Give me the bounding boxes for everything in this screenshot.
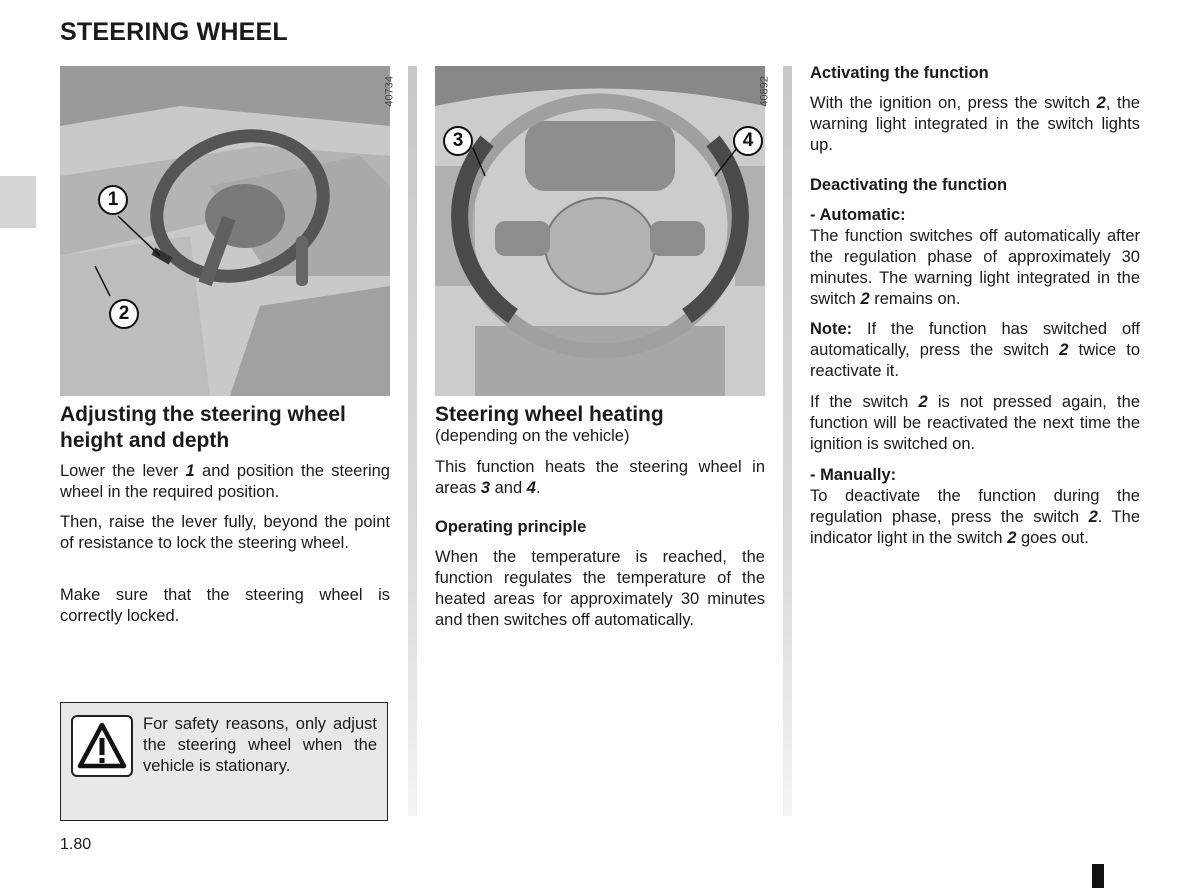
label-manually: - Manually: [810, 466, 897, 484]
paragraph-not-pressed: If the switch 2 is not pressed again, the function will be reactivated the next time the ignition is switched on. [810, 393, 1140, 453]
paragraph-locked: Make sure that the steering wheel is correctly locked. [60, 586, 390, 625]
heading-deactivating: Deactivating the function [810, 176, 1008, 194]
column-divider [408, 66, 417, 816]
paragraph-heats-wheel: This function heats the steering wheel in areas 3 and 4. [435, 458, 765, 497]
heading-operating-principle: Operating principle [435, 518, 587, 536]
paragraph-note: Note: If the function has switched off automatically, press the switch 2 twice to reactivate it. [810, 320, 1140, 380]
section-tab [0, 176, 36, 228]
callout-4: 4 [733, 126, 763, 156]
figure-steering-lever [60, 66, 396, 396]
page-number: 1.80 [60, 836, 92, 853]
paragraph-raise-lever: Then, raise the lever fully, beyond the point of resistance to lock the steering wheel. [60, 513, 390, 552]
page-title: STEERING WHEEL [60, 18, 288, 46]
callout-2: 2 [109, 299, 139, 329]
paragraph-manually: To deactivate the function during the regulation phase, press the switch 2. The indicator light in the switch 2 goes out. [810, 487, 1140, 547]
heading-activating: Activating the function [810, 64, 989, 82]
callout-1: 1 [98, 185, 128, 215]
figure-heated-wheel [435, 66, 771, 396]
paragraph-lower-lever: Lower the lever 1 and position the steering wheel in the required position. [60, 462, 390, 501]
warning-box [60, 702, 388, 821]
steering-wheel-illustration [435, 66, 765, 396]
paragraph-activate: With the ignition on, press the switch 2, the warning light integrated in the switch lights up. [810, 94, 1140, 154]
callout-3: 3 [443, 126, 473, 156]
car-interior-illustration [60, 66, 390, 396]
label-automatic: - Automatic: [810, 206, 906, 224]
paragraph-automatic: The function switches off automatically after the regulation phase of approximately 30 minutes. The warning light integrated in the switch 2 remains on. [810, 227, 1140, 308]
page-edge-marker [1092, 864, 1104, 888]
warning-text: For safety reasons, only adjust the steering wheel when the vehicle is stationary. [143, 715, 377, 775]
figure-code: 40892 [759, 76, 771, 107]
section-heading-heating: Steering wheel heating [435, 403, 664, 426]
section-heading-adjusting: Adjusting the steering wheel height and depth [60, 403, 346, 452]
warning-icon [71, 715, 133, 777]
figure-code: 40734 [384, 76, 396, 107]
subheading-depending: (depending on the vehicle) [435, 427, 630, 445]
column-divider [783, 66, 792, 816]
paragraph-temperature: When the temperature is reached, the function regulates the temperature of the heated areas for approximately 30 minutes and then switches off automatically. [435, 548, 765, 629]
